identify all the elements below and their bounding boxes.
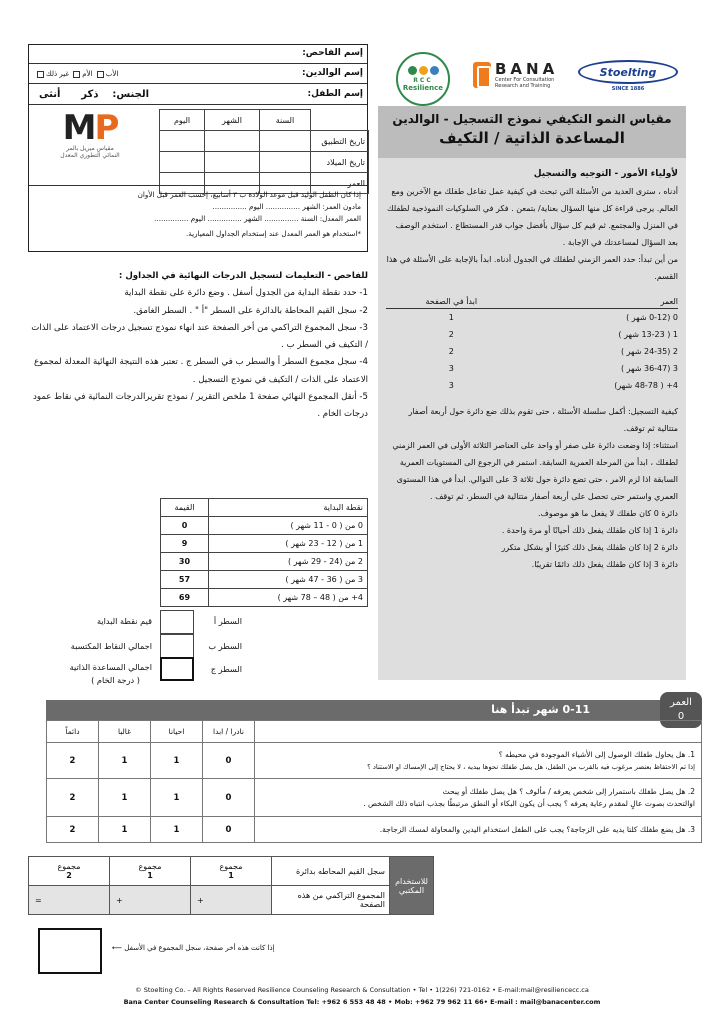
- test-month-input[interactable]: [205, 131, 260, 152]
- premature-note: إذا كان الطفل الوليد قبل موعد الولادة ب ٣ أسابيع، إحسب العمر قبل الأوان: [137, 190, 361, 199]
- line-b-box[interactable]: [160, 634, 194, 658]
- gender-female-option[interactable]: أنثى: [39, 89, 61, 100]
- examiner-heading: للفاحص - التعليمات لتسجيل الدرجات النهائية في الجداول :: [118, 271, 368, 281]
- stoelting-logo: Stoelting SINCE 1886: [578, 60, 678, 84]
- score-option[interactable]: 0: [203, 817, 255, 843]
- start-instruction: من أين تبدأ: حدد العمر الزمني لطفلك في الجدول أدناه. ابدأ بالإجابة على الأسئلة في هذا القسم.: [386, 255, 678, 281]
- score-option[interactable]: 1: [151, 779, 203, 817]
- father-checkbox[interactable]: [97, 71, 104, 78]
- resilience-logo: RCC Resilience: [396, 52, 450, 106]
- line-b-desc: اجمالي النقاط المكتسبة: [70, 641, 152, 651]
- table-row: 2. هل يصل طفلك باستمرار إلى شخص يعرفه / مألوف ؟ هل يصل طفلك أو يبحث اوالتحدث بصوت عالٍ لمقدم رعاية يعرفه ؟ يجب أن يكون البكاء أو النطق مرتبطًا بجذب انتباه ذلك الشخص . 0 1 1 2: [47, 779, 702, 817]
- cumulative-cell[interactable]: +: [191, 886, 272, 915]
- age-section-title: 0-11 شهر تبدأ هنا: [491, 703, 590, 716]
- birth-day-input[interactable]: [160, 152, 205, 173]
- cumulative-cell[interactable]: =: [29, 886, 110, 915]
- relation-options: الأب الأم غير ذلك: [35, 70, 118, 78]
- table-row: 3 (36-47 شهر ) 3: [448, 364, 678, 373]
- premature-row: مادون العمر: الشهر ............... اليوم ...............: [212, 202, 361, 211]
- score-option[interactable]: 2: [47, 743, 99, 779]
- sum-cell[interactable]: مجموع 1: [110, 857, 191, 886]
- score-option[interactable]: 1: [99, 743, 151, 779]
- line-c-desc: اجمالي المساعدة الذاتية: [69, 662, 152, 672]
- score-option[interactable]: 0: [203, 779, 255, 817]
- score-option[interactable]: 1: [151, 743, 203, 779]
- birth-month-input[interactable]: [205, 152, 260, 173]
- line-a-box[interactable]: [160, 610, 194, 634]
- adjusted-age-row: العمر المعدل: السنة ............... الشهر ............... اليوم ...............: [154, 214, 361, 223]
- scale-item: دائرة 2 إذا كان طفلك يفعل ذلك كثيرًا أو بشكل متكرر: [501, 542, 678, 552]
- final-total-box[interactable]: [38, 928, 102, 974]
- scale-item: دائرة 3 إذا كان طفلك يفعل ذلك دائمًا تقريبًا.: [531, 559, 678, 569]
- score-option[interactable]: 2: [47, 779, 99, 817]
- form-title: [378, 106, 686, 158]
- line-c-label: السطر ج: [210, 664, 242, 674]
- footer-line-1: © Stoelting Co. – All Rights Reserved Resilience Counseling Research & Consultation • Tel • 1(226) 721-0162 • E-mail:mail@resiliencecc.ca: [135, 986, 589, 994]
- table-row: 3. هل يضع طفلك كلتا يديه على الزجاجة؟ يجب على الطفل استخدام اليدين والمحاولة لمسك الزجاجة. 0 1 1 2: [47, 817, 702, 843]
- sum-cell[interactable]: مجموع 2: [29, 857, 110, 886]
- table-row: 2 (24-35 شهر ) 2: [448, 347, 678, 356]
- examiner-instructions: [28, 268, 368, 424]
- gender-male-option[interactable]: ذكر: [81, 89, 99, 100]
- age-badge: العمر 0: [660, 692, 702, 728]
- table-row: 3 من ( 36 - 47 شهر ) 57: [161, 571, 368, 589]
- adjusted-note: *استخدام هو العمر المعدل عند إستخدام الجداول المعيارية.: [185, 229, 361, 238]
- table-row: 4+ ( 48-78 شهر) 3: [448, 381, 678, 390]
- birth-year-input[interactable]: [259, 152, 310, 173]
- instruction-step: 5- أنقل المجموع النهائي صفحة 1 ملخص التقرير / نموذج تقريرالدرجات النمائية في نقاط عمود درجات الخام .: [33, 392, 368, 420]
- test-day-input[interactable]: [160, 131, 205, 152]
- gender-field: الجنس: ذكر أنثى: [39, 89, 149, 100]
- office-use-table: للاستخدام المكتبي سجل القيم المحاطه بدائرة مجموع 1 مجموع 1 مجموع 2 المجموع التراكمي من هذه الصفحة + + =: [28, 856, 434, 915]
- office-use-label: للاستخدام المكتبي: [390, 857, 434, 915]
- scale-item: دائرة 0 كان طفلك لا يفعل ما هو موصوف.: [538, 508, 678, 518]
- bana-mark-icon: [473, 62, 491, 88]
- final-note: إذا كانت هذه أخر صفحة، سجل المجموع في الأسفل ⟵: [112, 944, 275, 952]
- exception-text: استثناء: إذا وضعت دائرة على صفر أو واحد على العناصر الثلاثة الأولى في العمر الزمني لطفلك ، ابدأ من المرحلة العمرية السابقة. استمر في الرجوع الى المستويات العمرية السابقة اذا لزم الامر ، حتى تضع دائرة حول ثلاثة 3 على التوالي. ابدأ في هذا المستوى العمري واستمر حتى تحصل على أربعة أصفار متتالية في السطر، ثم توقف .: [392, 440, 678, 501]
- other-checkbox[interactable]: [37, 71, 44, 78]
- examiner-label: إسم الفاحص:: [302, 48, 363, 58]
- items-table: نادرا / ابدا احيانا غالبا دائماً 1. هل يحاول طفلك الوصول إلى الأشياء الموجودة في محيطه ؟ إذا تم الاحتفاظ بعنصر مرغوب فيه بالقرب من الطفل، هل يصل طفلك نحوها بيديه ، لا يحتاج إلى الإمساك او الاستناد ؟ 0 1 1 2 2. هل يصل طفلك باستمرار إلى شخص يعرفه / مألوف ؟ هل يصل طفلك أو يبحث اوالتحدث بصوت عالٍ لمقدم رعاية يعرفه ؟ يجب أن يكون البكاء أو النطق مرتبطًا بجذب انتباه ذلك الشخص . 0 1 1 2 3. هل يضع طفلك كلتا يديه على الزجاجة؟ يجب على الطفل استخدام اليدين والمحاولة لمسك الزجاجة. 0 1 1 2: [46, 720, 702, 843]
- parents-heading: لأولياء الأمور - التوجيه والتسجيل: [533, 169, 678, 179]
- table-row: 1 من ( 12 - 23 شهر ) 9: [161, 535, 368, 553]
- instruction-step: 2- سجل القيم المحاطة بالدائرة على السطر "أ " . السطر الغامق.: [133, 305, 368, 316]
- footer-line-2: Bana Center Counseling Research & Consultation Tel: +962 6 553 48 48 • Mob: +962 79 962 11 66• E-mail : mail@banacenter.com: [123, 998, 601, 1006]
- line-c-desc-2: ( درجة الخام ): [91, 675, 140, 685]
- line-a-desc: قيم نقطة البداية: [96, 616, 152, 626]
- start-point-table: نقطة البداية القيمة 0 من ( 0 - 11 شهر ) 0 1 من ( 12 - 23 شهر ) 9 2 من (24 - 29 شهر ) 30 3 من ( 36 - 47 شهر ) 57 4+ من ( 48 – 78 شهر ) 69: [160, 498, 368, 607]
- table-row: 4+ من ( 48 – 78 شهر ) 69: [161, 589, 368, 607]
- table-row: 0 (0-12 شهر ) 1: [448, 313, 678, 322]
- line-b-label: السطر ب: [208, 641, 242, 651]
- mother-checkbox[interactable]: [73, 71, 80, 78]
- age-start-table: العمر ابدأ في الصفحة 0 (0-12 شهر ) 1 1 ( 13-23 شهر ) 2 2 (24-35 شهر ) 2 3 (36-47 شهر ) 3 4+ ( 48-78 شهر) 3: [386, 295, 678, 395]
- instruction-step: 1- حدد نقطة البداية من الجدول أسفل . وضع دائرة على نقطة البداية: [124, 288, 368, 299]
- instruction-step: 4- سجل مجموع السطر أ والسطر ب في السطر ج . تعتبر هذه النتيجة النهائية المعدلة لمجموع الاعتماد على الذات / التكيف في نموذج التسجيل .: [33, 357, 368, 385]
- child-label: إسم الطفل:: [307, 89, 363, 99]
- line-a-label: السطر أ: [213, 616, 242, 626]
- age-section-bar: [46, 700, 660, 720]
- score-option[interactable]: 0: [203, 743, 255, 779]
- bana-logo: BANA Center For Consultation Research and Training: [473, 58, 573, 92]
- score-option[interactable]: 2: [47, 817, 99, 843]
- title-line-1: مقياس النمو التكيفي نموذج التسجيل - الوالدين: [392, 112, 672, 126]
- arrow-left-icon: ⟵: [112, 944, 123, 952]
- scale-item: دائرة 1 إذا كان طفلك يفعل ذلك أحيانًا أو مرة واحدة .: [501, 525, 678, 535]
- how-to-record: كيفية التسجيل: أكمل سلسلة الأسئلة ، حتى تقوم بذلك ضع دائرة حول أربعة أصفار متتالية ثم توقف.: [408, 406, 678, 433]
- table-row: 1. هل يحاول طفلك الوصول إلى الأشياء الموجودة في محيطه ؟ إذا تم الاحتفاظ بعنصر مرغوب فيه بالقرب من الطفل، هل يصل طفلك نحوها بيديه ، لا يحتاج إلى الإمساك او الاستناد ؟ 0 1 1 2: [47, 743, 702, 779]
- table-row: 0 من ( 0 - 11 شهر ) 0: [161, 517, 368, 535]
- dates-grid: السنة الشهر اليوم تاريخ التطبيق تاريخ الميلاد العمر: [159, 109, 369, 194]
- table-row: 1 ( 13-23 شهر ) 2: [448, 330, 678, 339]
- logos-bar: [378, 48, 686, 108]
- cumulative-cell[interactable]: +: [110, 886, 191, 915]
- test-year-input[interactable]: [259, 131, 310, 152]
- score-option[interactable]: 1: [99, 779, 151, 817]
- table-row: 2 من (24 - 29 شهر ) 30: [161, 553, 368, 571]
- instruction-step: 3- سجل المجموع التراكمي من أخر الصفحة عند انهاء نموذج تسجيل درجات الاعتماد على الذات / التكيف في السطر ب .: [31, 322, 368, 351]
- title-line-2: المساعدة الذاتية / التكيف: [439, 129, 625, 147]
- parents-intro: أدناه ، سترى العديد من الأسئلة التي تبحث في كيفية عمل تفاعل طفلك مع الآخرين ومع العالم. يرجى قراءة كل منها السؤال بعناية/ بتمعن . فكر في السلوكيات النموذجية لطفلك في المنزل والمجتمع. ثم قيم كل سؤال بأفضل جواب قدر المستطاع . استخدم الوصف بعد السؤال لمساعدتك في الإجابة .: [387, 187, 678, 247]
- line-c-box[interactable]: [160, 657, 194, 681]
- score-option[interactable]: 1: [151, 817, 203, 843]
- child-info-form: [28, 44, 368, 252]
- merrill-palmer-logo: MP مقياس ميريل بالمر النمائي التطوري المعدل: [60, 108, 120, 159]
- parents-instructions-panel: [378, 158, 686, 680]
- sum-cell[interactable]: مجموع 1: [191, 857, 272, 886]
- parent-label: إسم الوالدين:: [302, 68, 363, 78]
- score-option[interactable]: 1: [99, 817, 151, 843]
